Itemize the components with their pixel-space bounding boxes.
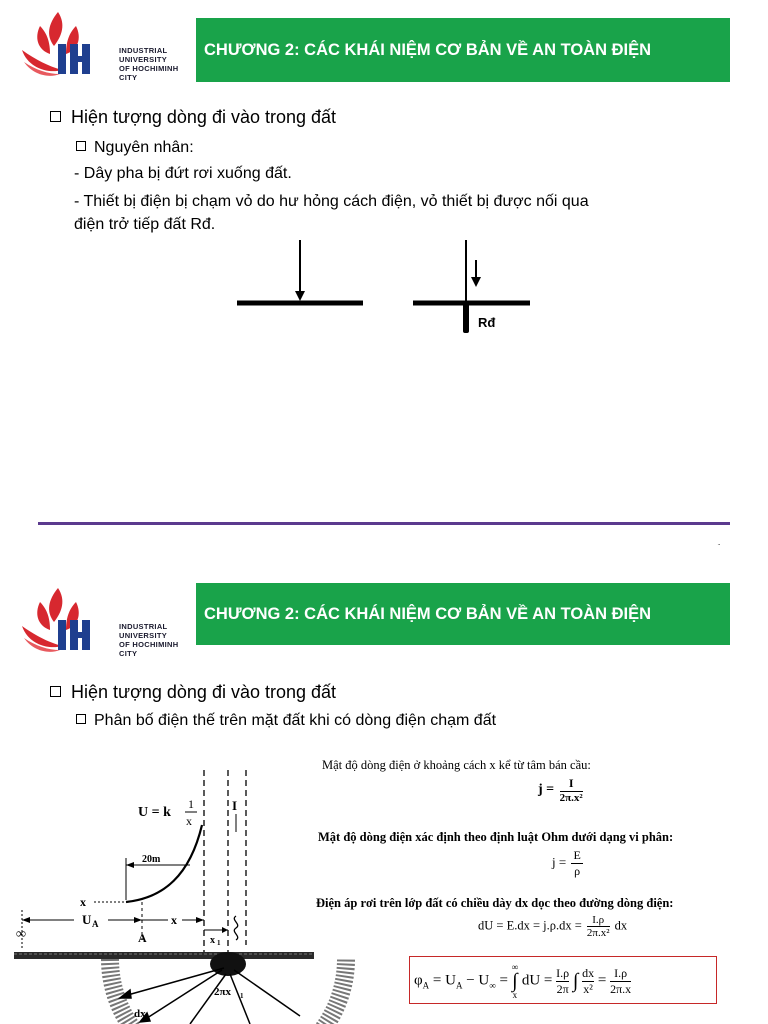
sub-bullet: Nguyên nhân: — [76, 139, 194, 157]
potential-distribution-diagram — [14, 770, 314, 1024]
svg-text:x: x — [171, 913, 177, 927]
text-voltage-drop: Điện áp rơi trên lớp đất có chiều dày dx dọc theo đường dòng điện: — [316, 896, 674, 910]
integral-icon: ∫ — [572, 969, 579, 992]
ground-fault-figure — [230, 235, 540, 345]
lotus-logo-icon — [18, 586, 108, 656]
svg-text:dx: dx — [134, 1008, 146, 1020]
slide-header: CHƯƠNG 2: CÁC KHÁI NIỆM CƠ BẢN VỀ AN TOÀN ĐIỆN — [196, 18, 730, 82]
cause-line-3: điện trở tiếp đất Rđ. — [74, 216, 216, 233]
main-bullet: Hiện tượng dòng đi vào trong đất — [50, 682, 336, 703]
main-bullet: Hiện tượng dòng đi vào trong đất — [50, 107, 336, 128]
svg-text:1: 1 — [240, 992, 244, 1000]
svg-text:A: A — [138, 931, 147, 945]
svg-text:I: I — [232, 798, 238, 813]
svg-text:1: 1 — [188, 797, 194, 811]
svg-text:2πx: 2πx — [214, 986, 232, 998]
checkbox-bullet-icon — [50, 686, 61, 697]
svg-text:A: A — [92, 919, 99, 929]
slide-2 — [0, 580, 768, 1024]
rd-label: Rđ — [478, 315, 496, 330]
equation-2: j = $\frac{E}{\rho}$ — [552, 848, 581, 878]
equation-3: dU = E.dx = j.ρ.dx = $\frac{I.\rho}{\text{2π.x²}}$ dx — [478, 914, 628, 939]
lotus-logo-icon — [18, 10, 108, 80]
svg-text:1: 1 — [217, 939, 221, 947]
university-logo — [18, 586, 198, 656]
logo-text: INDUSTRIAL UNIVERSITY OF HOCHIMINH CITY — [119, 622, 179, 658]
svg-text:U: U — [82, 912, 92, 927]
equation-1: j = $\frac{I}{\text{2π.x²}}$ — [538, 776, 583, 804]
cause-line-1: - Dây pha bị đứt rơi xuống đất. — [74, 165, 292, 182]
footer-rule — [38, 522, 730, 525]
cause-line-2: - Thiết bị điện bị chạm vỏ do hư hỏng cách điện, vỏ thiết bị được nối qua — [74, 193, 589, 210]
text-current-density: Mật độ dòng điện ở khoảng cách x kể từ tâm bán cầu: — [322, 758, 591, 772]
logo-text: INDUSTRIAL UNIVERSITY OF HOCHIMINH CITY — [119, 46, 179, 82]
svg-text:x: x — [186, 814, 192, 828]
slide-gap — [0, 545, 768, 565]
checkbox-bullet-icon — [76, 714, 86, 724]
text-ohm-law: Mật độ dòng điện xác định theo định luật Ohm dưới dạng vi phân: — [318, 830, 674, 844]
svg-text:x: x — [210, 935, 215, 946]
equation-4: $\varphi_A = U_A - U_\infty$ = ∞ ∫ x dU = $\frac{I.\rho}{2\pi}$ ∫ $\frac{dx}{\text{x²}}$ = $\frac{I.\rho}{2\pi.x}$ — [414, 962, 632, 1000]
svg-text:x: x — [80, 895, 86, 909]
checkbox-bullet-icon — [76, 141, 86, 151]
svg-text:U = k: U = k — [138, 805, 171, 820]
svg-text:20m: 20m — [142, 854, 161, 865]
integral-icon: ∫ — [512, 970, 518, 992]
sub-bullet: Phân bố điện thế trên mặt đất khi có dòng điện chạm đất — [76, 712, 496, 730]
svg-text:∞: ∞ — [16, 927, 26, 942]
slide-header: CHƯƠNG 2: CÁC KHÁI NIỆM CƠ BẢN VỀ AN TOÀN ĐIỆN — [196, 583, 730, 645]
university-logo — [18, 10, 198, 80]
checkbox-bullet-icon — [50, 111, 61, 122]
